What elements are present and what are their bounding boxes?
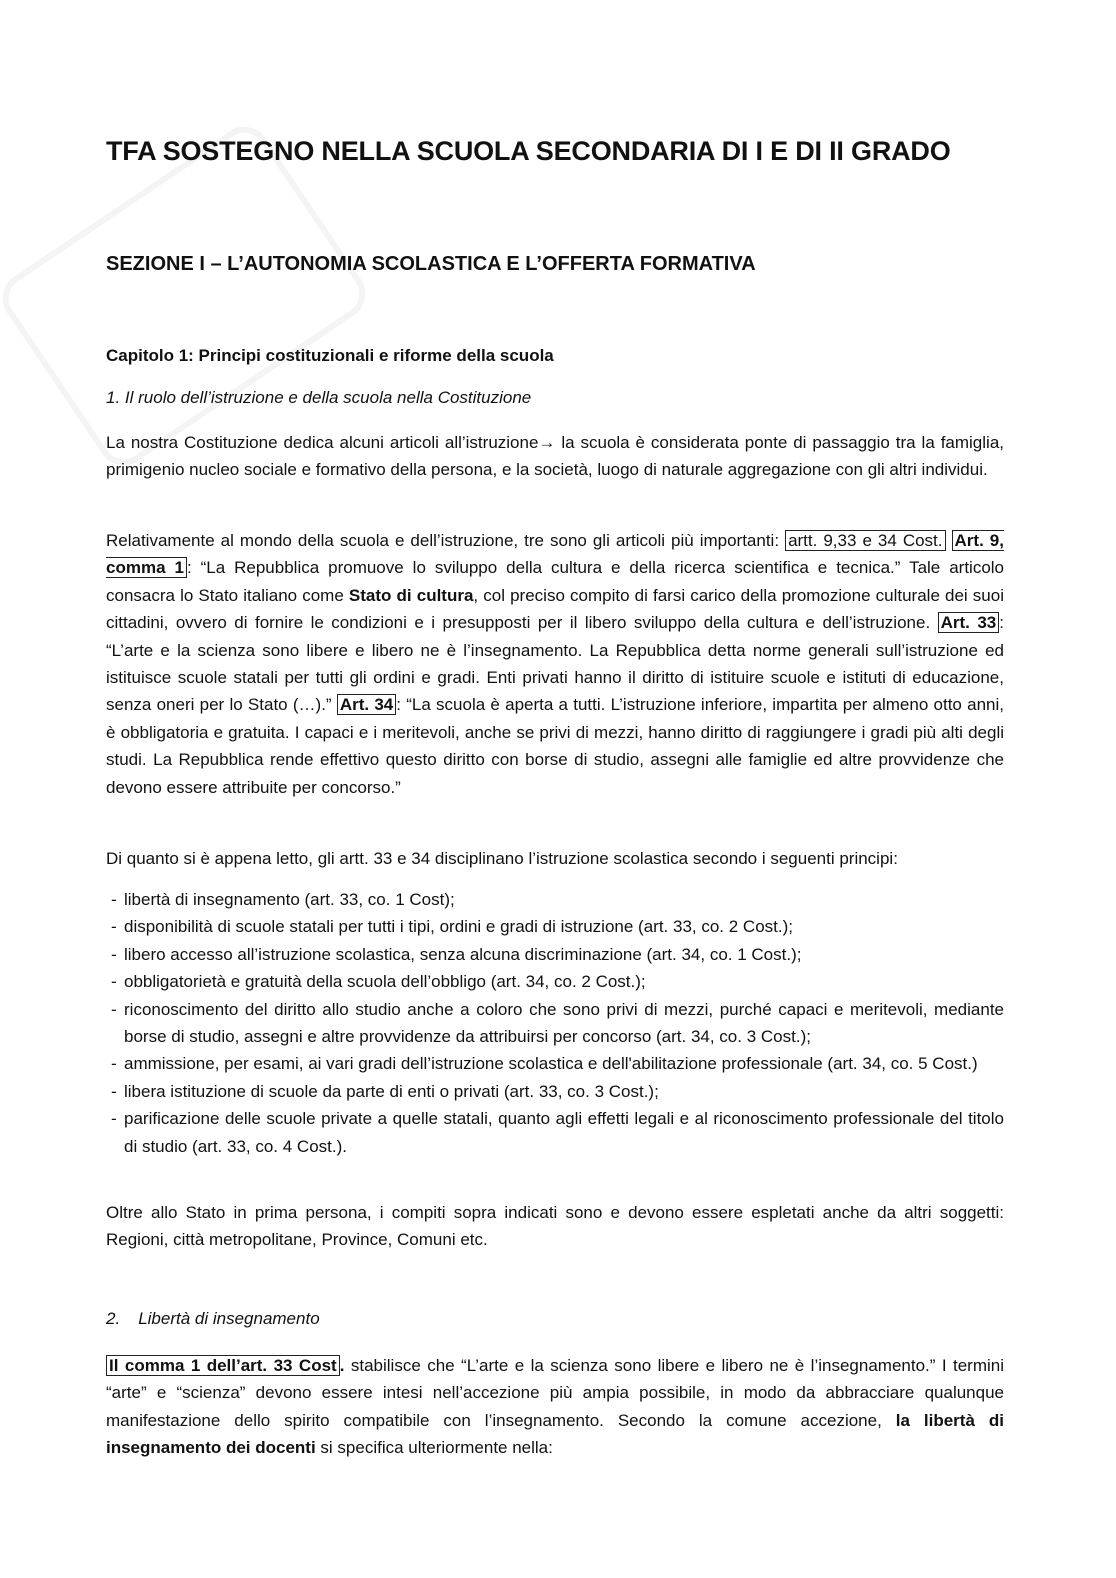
list-item: - libertà di insegnamento (art. 33, co. 1 Cost); (106, 886, 1004, 913)
paragraph-1 (106, 429, 1004, 484)
p5-text-2: si specifica ulteriormente nella: (315, 1438, 553, 1458)
p2-text-2: : “La Repubblica promuove lo sviluppo della cultura e della ricerca scientifica e tecnica.” Tale articolo consacra lo Stato italiano come (106, 558, 1005, 605)
p2-text-1: Relativamente al mondo della scuola e dell’istruzione, tre sono gli articoli più importanti: (106, 531, 786, 550)
arrow-icon: → (538, 433, 556, 452)
list-item: - libera istituzione di scuole da parte di enti o privati (art. 33, co. 3 Cost.); (106, 1078, 1004, 1105)
list-item: - obbligatorietà e gratuità della scuola dell’obbligo (art. 34, co. 2 Cost.); (106, 968, 1004, 995)
p2-text-4: : “L’arte e la scienza sono libere e libero ne è l’insegnamento. La Repubblica detta norme generali sull’istruzione ed istituisce scuole statali per tutti gli ordini e gradi. Enti privati hanno il diritto di istituire scuole e istituti di educazione, senza oneri per lo Stato (…).” (106, 613, 1004, 715)
p2-text-3: , col preciso compito di farsi carico della promozione culturale dei suoi cittadini, ovvero di fornire le condizioni e i presupposti per il libero sviluppo della cultura e dell’istruzione. (106, 585, 1004, 633)
list-item: - disponibilità di scuole statali per tutti i tipi, ordini e gradi di istruzione (art. 33, co. 2 Cost.); (106, 913, 1004, 940)
paragraph-4 (106, 1199, 1004, 1254)
boxed-ref-art-9: Art. 9, comma 1 (106, 531, 1004, 578)
boxed-ref-comma-1-art-33: Il comma 1 dell’art. 33 Cost (106, 1355, 340, 1376)
boxed-ref-art-34: Art. 34 (337, 694, 396, 715)
boxed-ref-artt-9-33-34: artt. 9,33 e 34 Cost. (785, 530, 945, 551)
list-item: - parificazione delle scuole private a quelle statali, quanto agli effetti legali e al riconoscimento professionale del titolo di studio (art. 33, co. 4 Cost.). (106, 1105, 1004, 1160)
subheading-1: 1. Il ruolo dell’istruzione e della scuola nella Costituzione (106, 388, 532, 407)
paragraph-3 (106, 845, 1004, 872)
chapter-heading: Capitolo 1: Principi costituzionali e riforme della scuola (106, 346, 554, 365)
list-item: - riconoscimento del diritto allo studio anche a coloro che sono privi di mezzi, purché capaci e meritevoli, mediante borse di studio, assegni e altre provvidenze da attribuirsi per concorso (art. 34, co. 3 Cost.); (106, 996, 1004, 1051)
p2-text-5: : “La scuola è aperta a tutti. L’istruzione inferiore, impartita per almeno otto anni, è obbligatoria e gratuita. I capaci e i meritevoli, anche se privi di mezzi, hanno diritto di raggiungere i gradi più alti degli studi. La Repubblica rende effettivo questo diritto con borse di studio, assegni alle famiglie ed altre provvidenze che devono essere attribuite per concorso.” (106, 695, 1004, 797)
subheading-2-number: 2. (106, 1309, 121, 1328)
boxed-ref-art-33: Art. 33 (938, 612, 1000, 633)
list-item: - libero accesso all’istruzione scolastica, senza alcuna discriminazione (art. 34, co. 1 Cost.); (106, 941, 1004, 968)
paragraph-2 (106, 527, 1004, 801)
subheading-2 (106, 1309, 1004, 1329)
section-heading: SEZIONE I – L’AUTONOMIA SCOLASTICA E L’OFFERTA FORMATIVA (106, 253, 756, 275)
document-title: TFA SOSTEGNO NELLA SCUOLA SECONDARIA DI I E DI II GRADO (106, 136, 951, 166)
bold-dot: . (339, 1356, 345, 1375)
watermark (0, 117, 375, 476)
p1-text-1: La nostra Costituzione dedica alcuni articoli all’istruzione (106, 433, 539, 452)
p5-text-1: stabilisce che “L’arte e la scienza sono libere e libero ne è l’insegnamento.” I termini “arte” e “scienza” devono essere intesi nell’accezione più ampia possibile, in modo da abbracciare qualunque manifestazione dello spirito compatibile con l’insegnamento. Secondo la comune accezione, (106, 1356, 1004, 1430)
subheading-2-label: Libertà di insegnamento (138, 1309, 320, 1328)
paragraph-5 (106, 1352, 1004, 1462)
bold-liberta-insegnamento: la libertà di insegnamento dei docenti (106, 1410, 1004, 1458)
p3-text: Di quanto si è appena letto, gli artt. 33 e 34 disciplinano l’istruzione scolastica secondo i seguenti principi: (106, 849, 898, 868)
p4-text: Oltre allo Stato in prima persona, i compiti sopra indicati sono e devono essere espletati anche da altri soggetti: Regioni, città metropolitane, Province, Comuni etc. (106, 1203, 1004, 1250)
p1-text-2: la scuola è considerata ponte di passaggio tra la famiglia, primigenio nucleo sociale e formativo della persona, e la società, luogo di naturale aggregazione con gli altri individui. (106, 433, 1004, 480)
list-item: - ammissione, per esami, ai vari gradi dell’istruzione scolastica e dell'abilitazione professionale (art. 34, co. 5 Cost.) (106, 1050, 1004, 1077)
bold-stato-di-cultura: Stato di cultura (348, 585, 474, 605)
principles-list (106, 886, 1004, 1160)
